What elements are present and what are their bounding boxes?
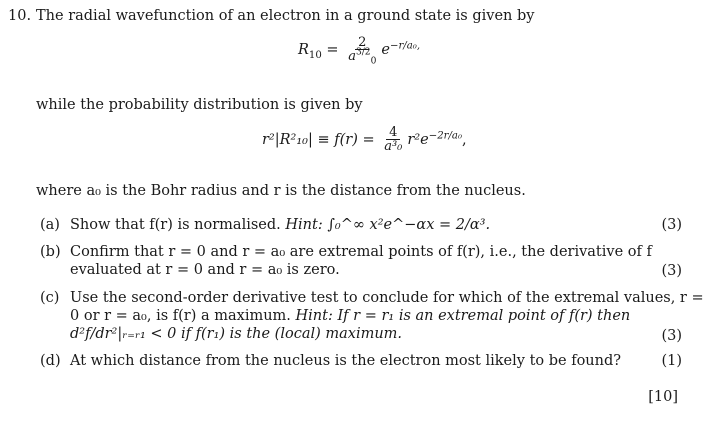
eq2-lhs: r²|R²₁₀| ≡ f(r) = [262, 132, 375, 149]
part-d-marks: (1) [661, 353, 682, 369]
part-b-label: (b) [40, 244, 61, 260]
eq1-den: $a^{3/2}_0$ [348, 47, 377, 67]
part-c-line3: d²f/dr²|ᵣ₌ᵣ₁ < 0 if f(r₁) is the (local) maximum. [70, 326, 403, 343]
eq1-exp: e [381, 42, 390, 59]
equation-wavefunction [298, 35, 421, 67]
eq2-den: a³₀ [384, 139, 403, 154]
eq2-num: 4 [386, 126, 400, 140]
eq1-equals: = [326, 42, 339, 59]
part-b-line2: evaluated at r = 0 and r = a₀ is zero. [70, 262, 340, 279]
part-b [40, 243, 682, 279]
question-intro: The radial wavefunction of an electron in a ground state is given by [36, 8, 535, 24]
part-a-marks: (3) [661, 217, 682, 233]
part-c-label: (c) [40, 290, 60, 306]
part-b-marks: (3) [661, 263, 682, 279]
eq2-fraction [381, 126, 405, 154]
question-where: where a₀ is the Bohr radius and r is the distance from the nucleus. [36, 183, 526, 199]
part-d [40, 352, 682, 370]
eq1-num: 2 [355, 36, 369, 50]
part-b-line1: Confirm that r = 0 and r = a₀ are extremal points of f(r), i.e., the derivative of f [70, 244, 652, 260]
part-c-line1: Use the second-order derivative test to conclude for which of the extremal values, r = [70, 290, 704, 306]
part-c-line2-hint: Hint: If r = r₁ is an extremal point of f(r) then [295, 308, 631, 325]
eq1-lhs-sub: 10 [308, 50, 322, 62]
eq1-exp-sup: −r/a₀, [389, 40, 421, 52]
eq2-rhs-sup: −2r/a₀ [428, 130, 463, 142]
part-d-text: At which distance from the nucleus is the electron most likely to be found? [70, 353, 622, 369]
part-c-marks: (3) [661, 328, 682, 344]
question-number: 10. [8, 8, 32, 24]
eq1-lhs: R [298, 42, 309, 59]
part-c-line2: 0 or r = a₀, is f(r) a maximum. [70, 308, 291, 325]
eq1-fraction [345, 35, 379, 67]
part-a [40, 216, 682, 234]
part-c [40, 289, 704, 344]
part-a-text: Show that f(r) is normalised. [70, 217, 281, 233]
eq2-tail: , [462, 132, 467, 149]
total-marks: [10] [648, 389, 678, 405]
question-mid: while the probability distribution is given by [36, 97, 363, 113]
eq2-rhs: r²e [407, 132, 429, 149]
part-a-hint-text: ∫₀^∞ x²e^−αx = 2/α³. [327, 217, 491, 233]
part-a-label: (a) [40, 217, 60, 233]
part-a-hint: Hint: [285, 217, 323, 233]
equation-probability [262, 126, 467, 154]
part-d-label: (d) [40, 353, 61, 369]
